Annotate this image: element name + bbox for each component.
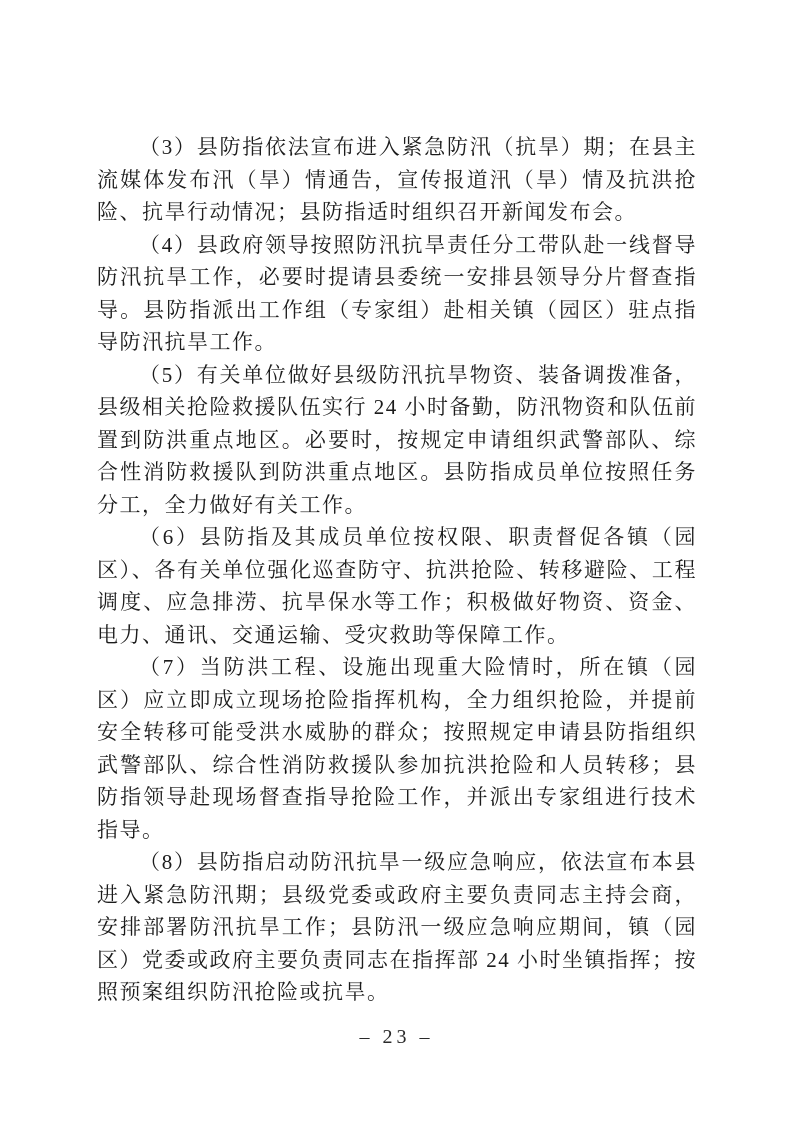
paragraph-item-8: （8）县防指启动防汛抗旱一级应急响应，依法宣布本县进入紧急防汛期；县级党委或政府主要负责同志主持会商，安排部署防汛抗旱工作；县防汛一级应急响应期间，镇（园区）党委或政府主要负责同志在指挥部 24 小时坐镇指挥；按照预案组织防汛抢险或抗旱。 xyxy=(97,850,697,1004)
paragraph-item-4: （4）县政府领导按照防汛抗旱责任分工带队赴一线督导防汛抗旱工作，必要时提请县委统一安排县领导分片督查指导。县防指派出工作组（专家组）赴相关镇（园区）驻点指导防汛抗旱工作。 xyxy=(97,232,697,354)
paragraph-item-6: （6）县防指及其成员单位按权限、职责督促各镇（园区）、各有关单位强化巡查防守、抗洪抢险、转移避险、工程调度、应急排涝、抗旱保水等工作；积极做好物资、资金、电力、通讯、交通运输、受灾救助等保障工作。 xyxy=(97,525,697,647)
document-body xyxy=(97,131,697,1009)
paragraph-item-3: （3）县防指依法宣布进入紧急防汛（抗旱）期；在县主流媒体发布汛（旱）情通告，宣传报道汛（旱）情及抗洪抢险、抗旱行动情况；县防指适时组织召开新闻发布会。 xyxy=(97,135,697,224)
paragraph-item-7: （7）当防洪工程、设施出现重大险情时，所在镇（园区）应立即成立现场抢险指挥机构，全力组织抢险，并提前安全转移可能受洪水威胁的群众；按照规定申请县防指组织武警部队、综合性消防救援队参加抗洪抢险和人员转移；县防指领导赴现场督查指导抢险工作，并派出专家组进行技术指导。 xyxy=(97,655,697,842)
paragraph-item-5: （5）有关单位做好县级防汛抗旱物资、装备调拨准备，县级相关抢险救援队伍实行 24 小时备勤，防汛物资和队伍前置到防洪重点地区。必要时，按规定申请组织武警部队、综合性消防救援队到防洪重点地区。县防指成员单位按照任务分工，全力做好有关工作。 xyxy=(97,362,697,517)
page-number: – 23 – xyxy=(359,1026,434,1048)
page-footer xyxy=(0,1026,793,1049)
